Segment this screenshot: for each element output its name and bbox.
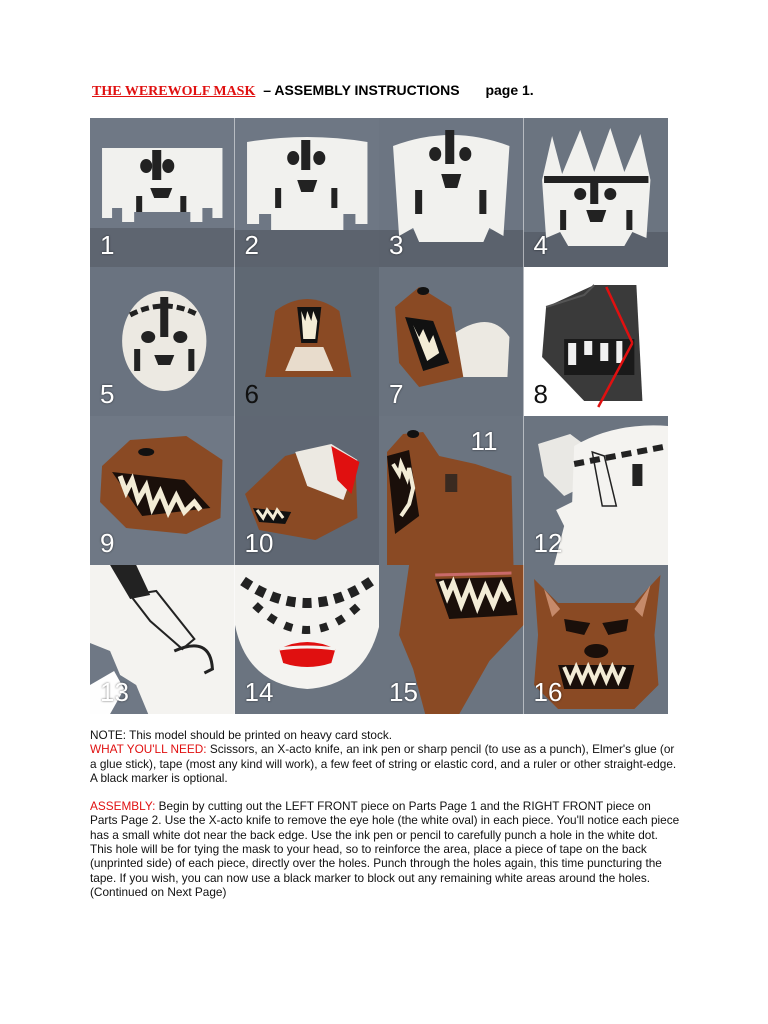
step-photo-3 bbox=[379, 118, 524, 267]
step-photo-10 bbox=[235, 416, 380, 565]
step-photo-7 bbox=[379, 267, 524, 416]
step-photo-8 bbox=[524, 267, 669, 416]
step-number: 6 bbox=[244, 379, 259, 409]
step-photo-grid bbox=[90, 118, 668, 714]
step-number: 12 bbox=[533, 528, 563, 558]
step-number: 16 bbox=[533, 677, 563, 707]
step-number: 5 bbox=[100, 379, 115, 409]
step-number: 7 bbox=[389, 379, 404, 409]
step-number: 3 bbox=[389, 230, 404, 260]
step-photo-4 bbox=[524, 118, 669, 267]
step-photo-2 bbox=[235, 118, 380, 267]
step-number: 2 bbox=[244, 230, 259, 260]
step-photo-12 bbox=[524, 416, 669, 565]
mask-title: THE WEREWOLF MASK bbox=[92, 84, 256, 99]
step-number: 1 bbox=[100, 230, 115, 260]
instructions-title: – ASSEMBLY INSTRUCTIONS bbox=[263, 82, 460, 98]
continued-text: (Continued on Next Page) bbox=[90, 884, 227, 899]
needs-label: WHAT YOU'LL NEED: bbox=[90, 742, 207, 757]
note-text: NOTE: This model should be printed on heavy card stock. bbox=[90, 728, 393, 742]
step-number: 15 bbox=[389, 677, 418, 707]
step-photo-15 bbox=[379, 565, 524, 714]
step-photo-1 bbox=[90, 118, 235, 267]
step-number: 14 bbox=[244, 677, 274, 707]
step-photo-14 bbox=[235, 565, 380, 714]
step-number: 11 bbox=[470, 426, 498, 456]
step-number: 4 bbox=[533, 230, 548, 260]
instructions-text bbox=[90, 728, 680, 899]
step-photo-16 bbox=[524, 565, 669, 714]
assembly-text: Begin by cutting out the LEFT FRONT piece on Parts Page 1 and the RIGHT FRONT piece on Parts Page 2. Use the X-acto knife to remove the eye hole (the white oval) in each piece. You'll notice each piece has a small white dot near the back edge. Use the ink pen or pencil to carefully punch a hole in the white dot. This hole will be for tying the mask to your head, so to reinforce the area, place a piece of tape on the back (unprinted side) of each piece, directly over the holes. Punch through the holes again, this time puncturing the tape. If you wish, you can now use a black marker to block out any remaining white areas around the holes. bbox=[90, 799, 680, 885]
assembly-paragraph bbox=[90, 799, 680, 885]
needs-paragraph bbox=[90, 742, 680, 785]
assembly-label: ASSEMBLY: bbox=[90, 799, 156, 814]
page-header bbox=[92, 82, 534, 100]
step-number: 13 bbox=[100, 677, 129, 707]
step-photo-13 bbox=[90, 565, 235, 714]
step-number: 8 bbox=[533, 379, 548, 409]
step-photo-6 bbox=[235, 267, 380, 416]
step-photo-9 bbox=[90, 416, 235, 565]
step-photo-5 bbox=[90, 267, 235, 416]
step-number: 9 bbox=[100, 528, 115, 558]
needs-text: Scissors, an X-acto knife, an ink pen or sharp pencil (to use as a punch), Elmer's glue (or a glue stick), tape (most any kind will work), a few feet of string or elastic cord, and a ruler or other straight-edge. A black marker is optional. bbox=[90, 742, 677, 785]
step-number: 10 bbox=[244, 528, 274, 558]
step-photo-11 bbox=[379, 416, 524, 565]
page-label: page 1. bbox=[485, 82, 534, 98]
